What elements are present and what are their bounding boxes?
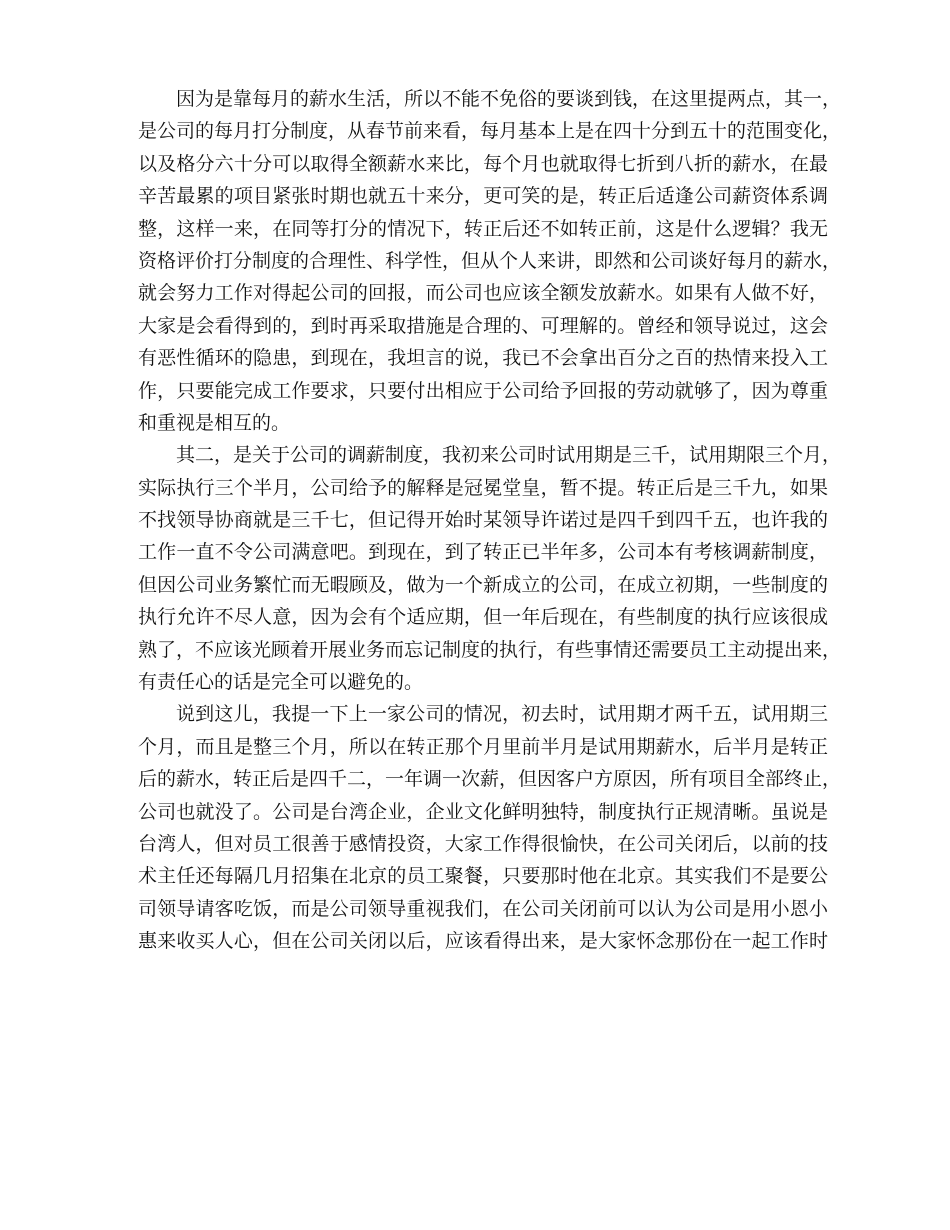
text-line: 大家是会看得到的，到时再采取措施是合理的、可理解的。曾经和领导说过，这会 (138, 314, 828, 337)
text-line: 个月，而且是整三个月，所以在转正那个月里前半月是试用期薪水，后半月是转正 (138, 735, 828, 758)
document-body (138, 83, 842, 958)
text-line: 但因公司业务繁忙而无暇顾及，做为一个新成立的公司，在成立初期，一些制度的 (138, 573, 828, 596)
text-line: 有恶性循环的隐患，到现在，我坦言的说，我已不会拿出百分之百的热情来投入工 (138, 347, 828, 370)
text-line: 整，这样一来，在同等打分的情况下，转正后还不如转正前，这是什么逻辑？我无 (138, 217, 828, 240)
text-line: 和重视是相互的。 (138, 411, 291, 434)
text-line: 熟了，不应该光顾着开展业务而忘记制度的执行，有些事情还需要员工主动提出来， (138, 638, 842, 661)
text-line: 公司也就没了。公司是台湾企业，企业文化鲜明独特，制度执行正规清晰。虽说是 (138, 800, 828, 823)
text-line: 司领导请客吃饭，而是公司领导重视我们，在公司关闭前可以认为公司是用小恩小 (138, 897, 828, 920)
paragraph-3 (138, 698, 842, 957)
text-line: 后的薪水，转正后是四千二，一年调一次薪，但因客户方原因，所有项目全部终止， (138, 768, 842, 791)
text-line: 作，只要能完成工作要求，只要付出相应于公司给予回报的劳动就够了，因为尊重 (138, 379, 828, 402)
text-line: 实际执行三个半月，公司给予的解释是冠冕堂皇，暂不提。转正后是三千九，如果 (138, 476, 828, 499)
text-line: 不找领导协商就是三千七，但记得开始时某领导许诺过是四千到四千五，也许我的 (138, 509, 828, 532)
text-line: 执行允许不尽人意，因为会有个适应期，但一年后现在，有些制度的执行应该很成 (138, 606, 828, 629)
text-line: 台湾人，但对员工很善于感情投资，大家工作得很愉快，在公司关闭后，以前的技 (138, 832, 828, 855)
text-line: 以及格分六十分可以取得全额薪水来比，每个月也就取得七折到八折的薪水，在最 (138, 152, 828, 175)
text-line: 就会努力工作对得起公司的回报，而公司也应该全额发放薪水。如果有人做不好， (138, 282, 828, 305)
text-line: 工作一直不令公司满意吧。到现在，到了转正已半年多，公司本有考核调薪制度， (138, 541, 828, 564)
paragraph-2 (138, 439, 842, 698)
text-line: 术主任还每隔几月招集在北京的员工聚餐，只要那时他在北京。其实我们不是要公 (138, 865, 828, 888)
text-line: 说到这儿，我提一下上一家公司的情况，初去时，试用期才两千五，试用期三 (176, 703, 828, 726)
text-line: 是公司的每月打分制度，从春节前来看，每月基本上是在四十分到五十的范围变化， (138, 120, 842, 143)
paragraph-1 (138, 83, 842, 439)
text-line: 因为是靠每月的薪水生活，所以不能不免俗的要谈到钱，在这里提两点，其一， (176, 88, 842, 110)
text-line: 有责任心的话是完全可以避免的。 (138, 671, 424, 694)
text-line: 其二，是关于公司的调薪制度，我初来公司时试用期是三千，试用期限三个月， (176, 444, 842, 467)
text-line: 辛苦最累的项目紧张时期也就五十来分，更可笑的是，转正后适逢公司薪资体系调 (138, 185, 828, 208)
text-line: 资格评价打分制度的合理性、科学性，但从个人来讲，即然和公司谈好每月的薪水， (138, 249, 842, 272)
text-line: 惠来收买人心，但在公司关闭以后，应该看得出来，是大家怀念那份在一起工作时 (138, 930, 828, 953)
